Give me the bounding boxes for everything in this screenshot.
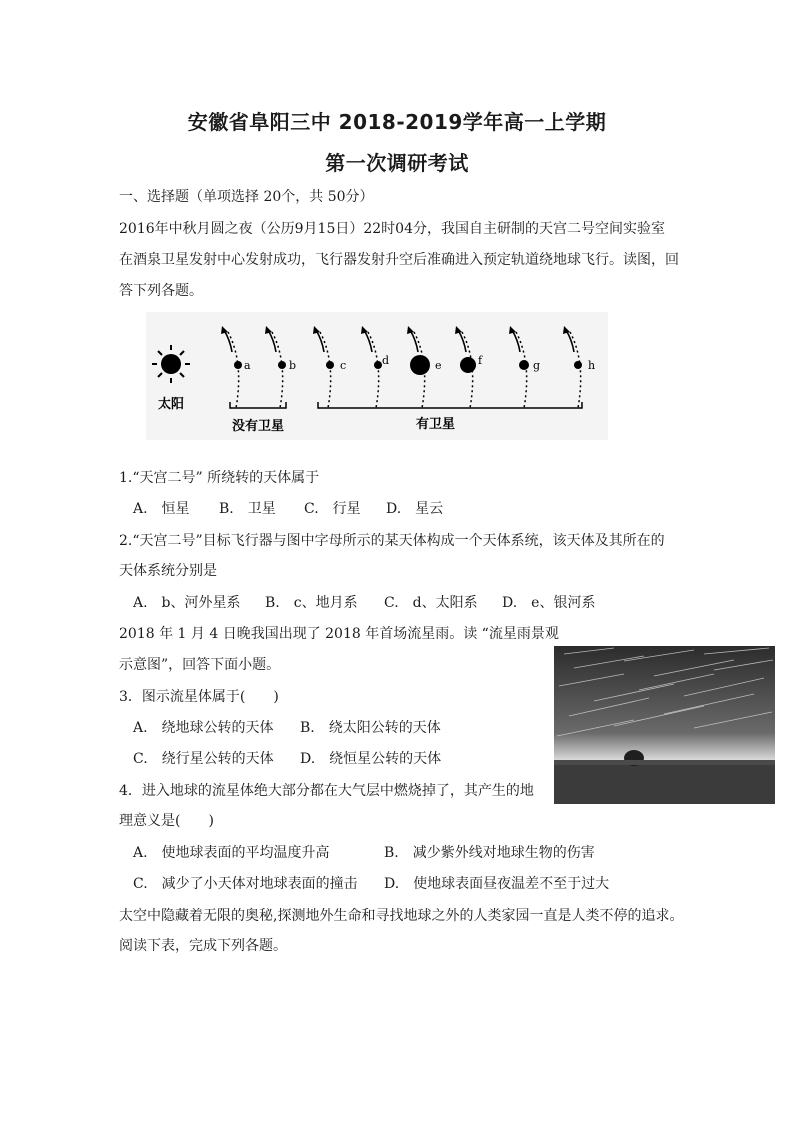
- body-e: [410, 355, 430, 375]
- q2-stem-1: 2.“天宫二号”目标飞行器与图中字母所示的某天体构成一个天体系统，该天体及其所在的: [119, 533, 665, 549]
- q3-option-b: B. 绕太阳公转的天体: [300, 720, 441, 736]
- meteor-intro-2: 示意图”，回答下面小题。: [119, 657, 281, 673]
- q4-stem-2: 理意义是( ): [119, 813, 214, 829]
- q3-option-c: C. 绕行星公转的天体: [133, 751, 274, 767]
- q2-option-a: A. b、河外星系: [133, 595, 241, 611]
- intro-line-3: 答下列各题。: [119, 283, 203, 299]
- q1-stem: 1.“天宫二号” 所绕转的天体属于: [119, 470, 320, 486]
- body-h: [574, 361, 582, 369]
- body-c: [326, 361, 334, 369]
- q2-option-b: B. c、地月系: [265, 595, 358, 611]
- meteor-intro-1: 2018 年 1 月 4 日晚我国出现了 2018 年首场流星雨。读 “流星雨景观: [119, 626, 559, 642]
- q2-option-d: D. e、银河系: [502, 595, 596, 611]
- q3-stem: 3．图示流星体属于( ): [119, 689, 279, 705]
- section-heading: 一、选择题（单项选择 20个，共 50分）: [119, 189, 374, 205]
- q4-stem-1: 4．进入地球的流星体绝大部分都在大气层中燃烧掉了，其产生的地: [119, 783, 534, 799]
- body-g: [519, 360, 529, 370]
- q1-option-a: A. 恒星: [133, 501, 190, 517]
- letter-g: g: [533, 359, 541, 372]
- q4-option-b: B. 减少紫外线对地球生物的伤害: [384, 845, 595, 861]
- sun-label: 太阳: [158, 397, 185, 412]
- outro-line-1: 太空中隐藏着无限的奥秘,探测地外生命和寻找地球之外的人类家园一直是人类不停的追求。: [119, 908, 684, 924]
- letter-b: b: [289, 359, 297, 372]
- page-title: 安徽省阜阳三中 2018-2019学年高一上学期: [187, 110, 607, 134]
- letter-a: a: [244, 359, 251, 372]
- q3-option-d: D. 绕恒星公转的天体: [300, 751, 442, 767]
- q4-option-a: A. 使地球表面的平均温度升高: [133, 845, 330, 861]
- body-a: [234, 361, 242, 369]
- body-b: [278, 361, 286, 369]
- letter-h: h: [588, 359, 596, 372]
- q4-option-d: D. 使地球表面昼夜温差不至于过大: [384, 876, 610, 892]
- intro-line-2: 在酒泉卫星发射中心发射成功，飞行器发射升空后准确进入预定轨道绕地球飞行。读图，回: [119, 252, 679, 268]
- label-with-satellite: 有卫星: [416, 417, 456, 432]
- q1-option-b: B. 卫星: [219, 501, 276, 517]
- letter-d: d: [382, 354, 390, 367]
- celestial-bodies-diagram: [146, 312, 608, 440]
- letter-f: f: [478, 354, 483, 367]
- q2-option-c: C. d、太阳系: [384, 595, 478, 611]
- body-d: [374, 361, 382, 369]
- q1-option-c: C. 行星: [304, 501, 361, 517]
- label-no-satellite: 没有卫星: [232, 419, 285, 434]
- q3-option-a: A. 绕地球公转的天体: [133, 720, 274, 736]
- intro-line-1: 2016年中秋月圆之夜（公历9月15日）22时04分，我国自主研制的天宫二号空间实验室: [119, 221, 665, 237]
- letter-e: e: [435, 359, 442, 372]
- q1-option-d: D. 星云: [386, 501, 444, 517]
- meteor-shower-photo: [554, 646, 775, 804]
- letter-c: c: [340, 359, 347, 372]
- outro-line-2: 阅读下表，完成下列各题。: [119, 938, 287, 954]
- body-f: [460, 357, 476, 373]
- q2-stem-2: 天体系统分别是: [119, 563, 217, 579]
- q4-option-c: C. 减少了小天体对地球表面的撞击: [133, 876, 358, 892]
- page-subtitle: 第一次调研考试: [325, 151, 469, 175]
